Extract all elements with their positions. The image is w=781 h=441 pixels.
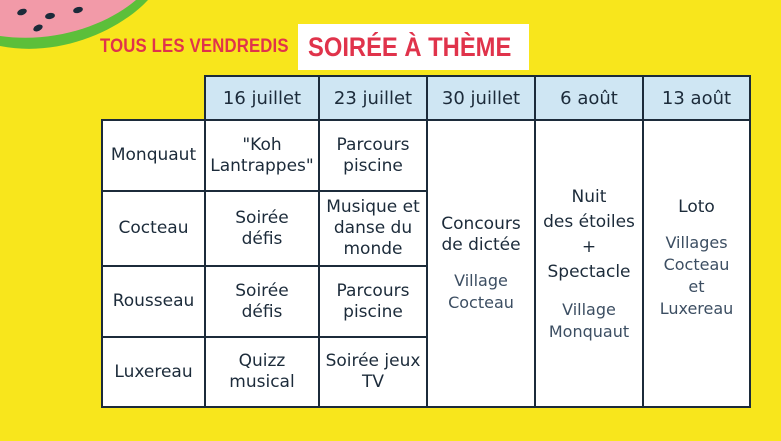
cell-span-6 xyxy=(534,119,644,408)
cell-rousseau-16: Soirée défis xyxy=(204,265,320,338)
event-6: Nuit des étoiles + Spectacle xyxy=(543,186,635,282)
page-title: SOIRÉE À THÈME xyxy=(308,31,512,62)
row-label-monquaut: Monquaut xyxy=(101,119,206,192)
header-date-23: 23 juillet xyxy=(318,75,428,121)
header-date-13: 13 août xyxy=(642,75,751,121)
row-label-cocteau: Cocteau xyxy=(101,190,206,267)
cell-cocteau-16: Soirée défis xyxy=(204,190,320,267)
header-date-16: 16 juillet xyxy=(204,75,320,121)
row-label-luxereau: Luxereau xyxy=(101,336,206,408)
cell-span-30 xyxy=(426,119,536,408)
header-date-6: 6 août xyxy=(534,75,644,121)
cell-span-13 xyxy=(642,119,751,408)
place-13: Villages Cocteau et Luxereau xyxy=(659,233,734,318)
header-date-30: 30 juillet xyxy=(426,75,536,121)
cell-luxereau-23: Soirée jeux TV xyxy=(318,336,428,408)
header xyxy=(100,24,529,70)
cell-luxereau-16: Quizz musical xyxy=(204,336,320,408)
cell-monquaut-16: "Koh Lantrappes" xyxy=(204,119,320,192)
row-label-rousseau: Rousseau xyxy=(101,265,206,338)
title-box xyxy=(298,24,529,70)
event-13: Loto xyxy=(678,197,715,217)
cell-rousseau-23: Parcours piscine xyxy=(318,265,428,338)
pre-title: TOUS LES VENDREDIS xyxy=(100,36,289,57)
place-6: Village Monquaut xyxy=(548,299,630,341)
cell-cocteau-23: Musique et danse du monde xyxy=(318,190,428,267)
event-30: Concours de dictée xyxy=(441,213,521,255)
place-30: Village Cocteau xyxy=(448,270,514,312)
cell-monquaut-23: Parcours piscine xyxy=(318,119,428,192)
